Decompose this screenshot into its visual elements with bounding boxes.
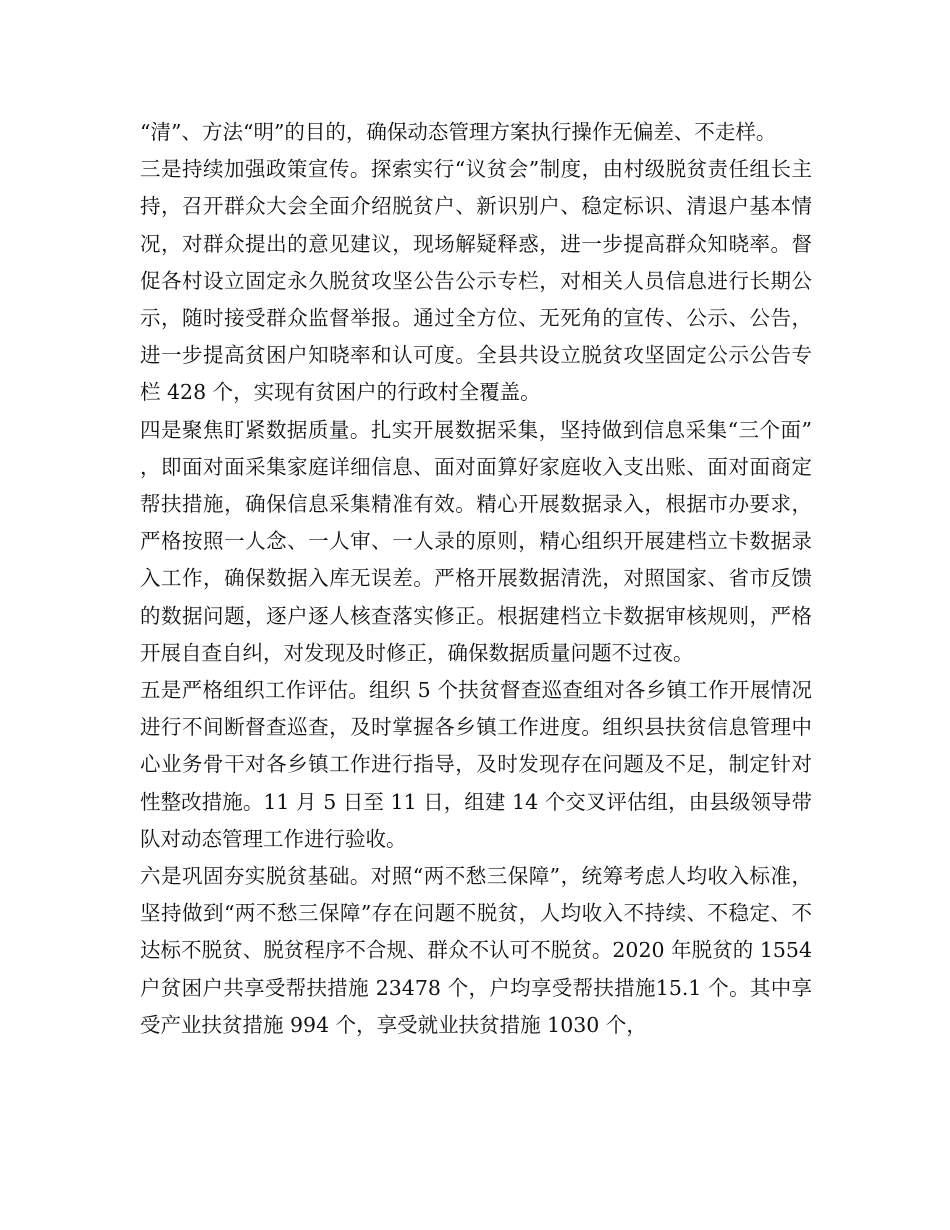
paragraph-1: “清”、方法“明”的目的，确保动态管理方案执行操作无偏差、不走样。 xyxy=(140,120,777,144)
paragraph-5: 六是巩固夯实脱贫基础。对照“两不愁三保障”，统筹考虑人均收入标准，坚持做到“两不愁三保障”存在问题不脱贫，人均收入不持续、不稳定、不达标不脱贫、脱贫程序不合规、群众不认可不脱贫。2020 年脱贫的 1554 户贫困户共享受帮扶措施 23478 个，户均享受帮扶措施15.1 个。其中享受产业扶贫措施 994 个，享受就业扶贫措施 1030 个， xyxy=(140,864,812,1037)
paragraph-4: 五是严格组织工作评估。组织 5 个扶贫督查巡查组对各乡镇工作开展情况进行不间断督查巡查，及时掌握各乡镇工作进度。组织县扶贫信息管理中心业务骨干对各乡镇工作进行指导，及时发现存在问题及不足，制定针对性整改措施。11 月 5 日至 11 日，组建 14 个交叉评估组，由县级领导带队对动态管理工作进行验收。 xyxy=(140,678,812,851)
paragraph-2: 三是持续加强政策宣传。探索实行“议贫会”制度，由村级脱贫责任组长主持，召开群众大会全面介绍脱贫户、新识别户、稳定标识、清退户基本情况，对群众提出的意见建议，现场解疑释惑，进一步提高群众知晓率。督促各村设立固定永久脱贫攻坚公告公示专栏，对相关人员信息进行长期公示，随时接受群众监督举报。通过全方位、无死角的宣传、公示、公告，进一步提高贫困户知晓率和认可度。全县共设立脱贫攻坚固定公示公告专栏 428 个，实现有贫困户的行政村全覆盖。 xyxy=(140,157,812,405)
body-text xyxy=(140,114,812,1044)
paragraph-3: 四是聚焦盯紧数据质量。扎实开展数据采集，坚持做到信息采集“三个面”，即面对面采集家庭详细信息、面对面算好家庭收入支出账、面对面商定帮扶措施，确保信息采集精准有效。精心开展数据录入，根据市办要求，严格按照一人念、一人审、一人录的原则，精心组织开展建档立卡数据录入工作，确保数据入库无误差。严格开展数据清洗，对照国家、省市反馈的数据问题，逐户逐人核查落实修正。根据建档立卡数据审核规则，严格开展自查自纠，对发现及时修正，确保数据质量问题不过夜。 xyxy=(140,417,812,665)
